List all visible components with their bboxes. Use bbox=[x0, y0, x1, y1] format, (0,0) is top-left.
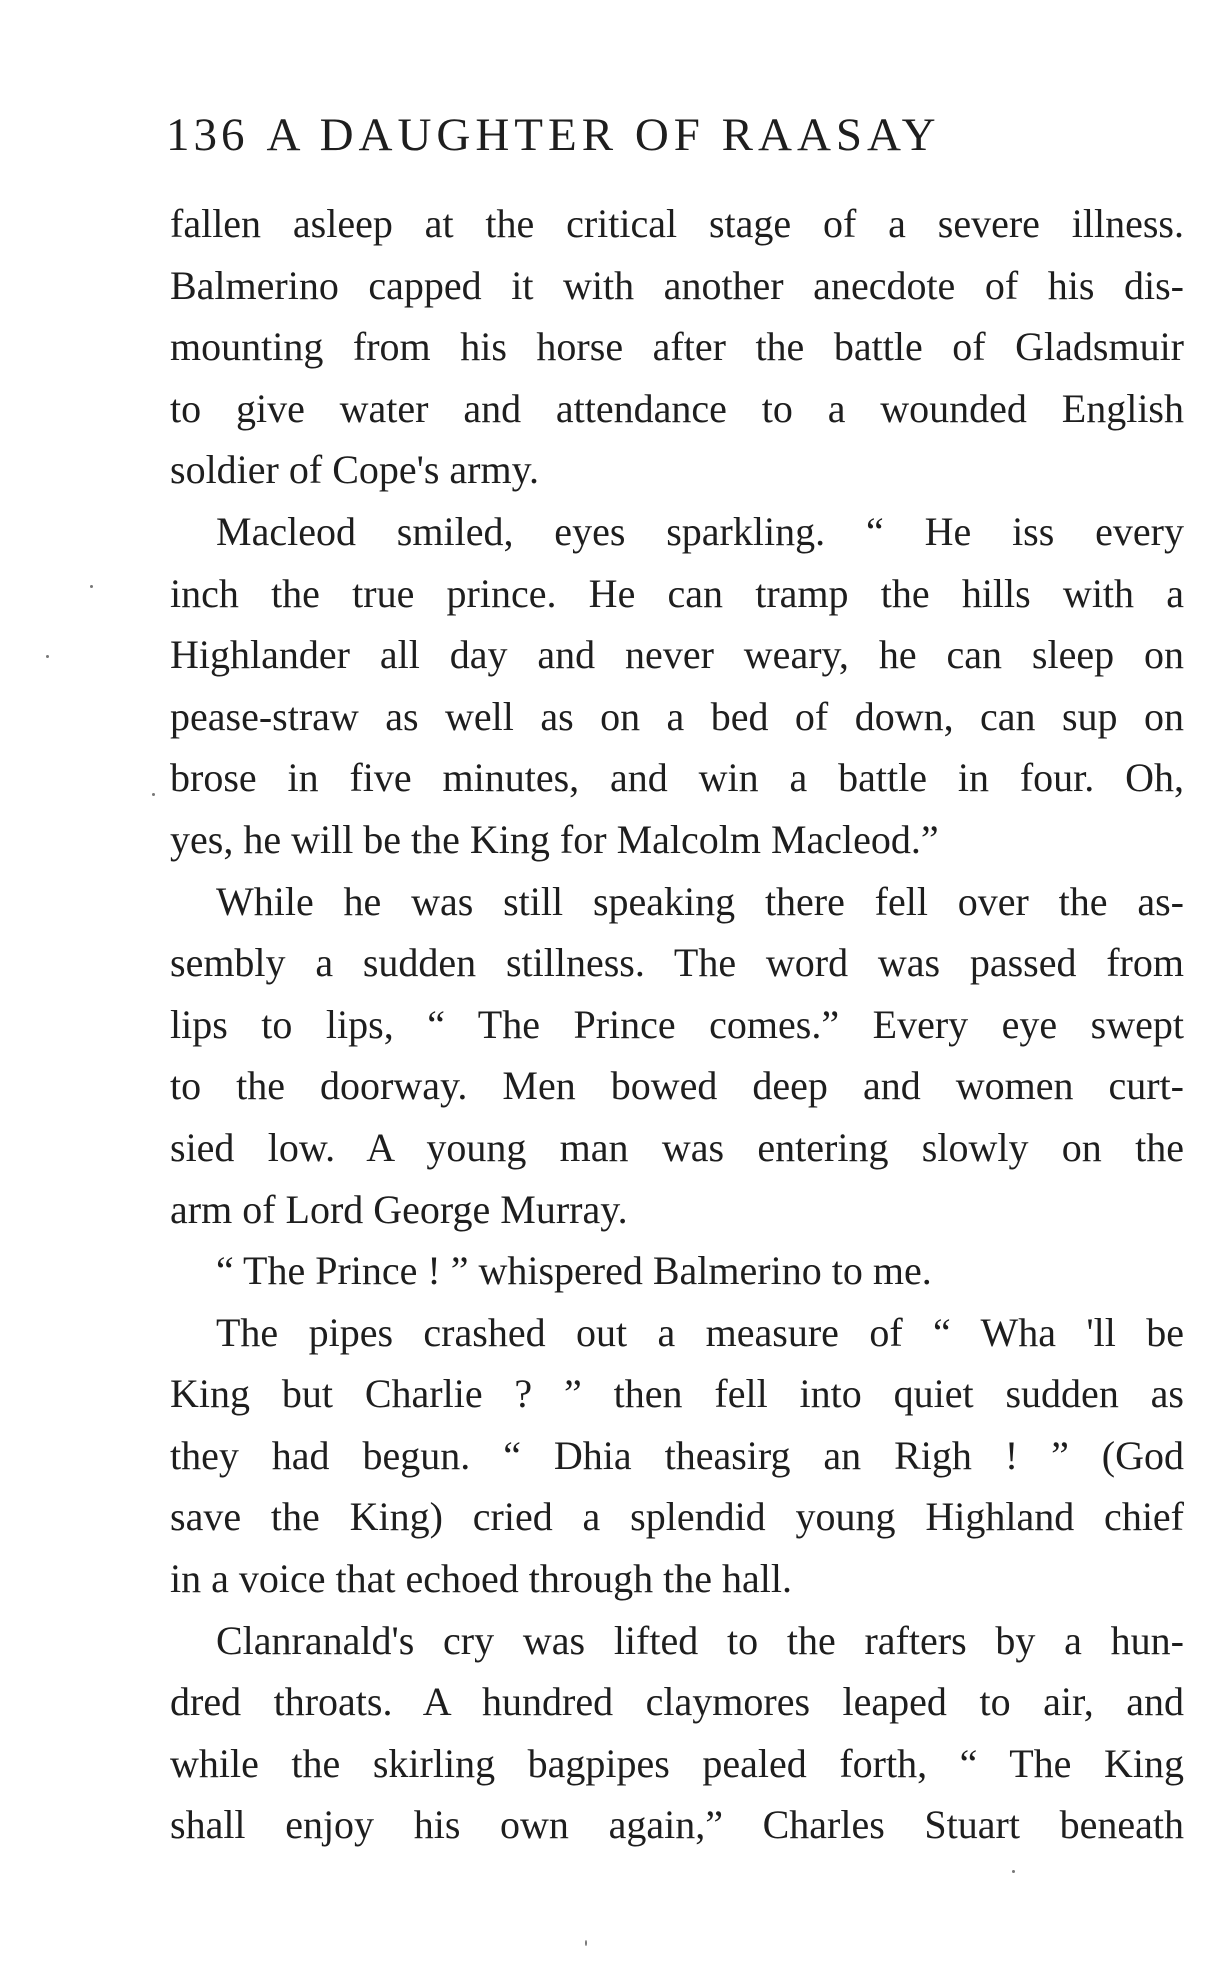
text-line: inch the true prince. He can tramp the hills with a bbox=[170, 570, 1184, 616]
scan-speck bbox=[152, 793, 155, 796]
text-line: King but Charlie ? ” then fell into quiet sudden as bbox=[170, 1371, 1184, 1417]
text-line: arm of Lord George Murray. bbox=[170, 1186, 628, 1232]
running-title: A DAUGHTER OF RAASAY bbox=[266, 109, 941, 161]
text-line: dred throats. A hundred claymores leaped to air, and bbox=[170, 1679, 1184, 1725]
text-line: save the King) cried a splendid young Highland chief bbox=[170, 1494, 1184, 1540]
text-line: to the doorway. Men bowed deep and women curt- bbox=[170, 1063, 1184, 1109]
scan-speck bbox=[90, 585, 93, 588]
text-line: “ The Prince ! ” whispered Balmerino to me. bbox=[216, 1248, 932, 1294]
text-line: fallen asleep at the critical stage of a severe illness. bbox=[170, 201, 1184, 246]
text-line: in a voice that echoed through the hall. bbox=[170, 1556, 793, 1602]
text-line: to give water and attendance to a wounded English bbox=[170, 385, 1184, 431]
text-line: they had begun. “ Dhia theasirg an Righ ! ” (God bbox=[170, 1432, 1184, 1478]
text-line: soldier of Cope's army. bbox=[170, 447, 539, 493]
text-line: pease-straw as well as on a bed of down, can sup on bbox=[170, 693, 1184, 739]
text-line: while the skirling bagpipes pealed forth, “ The King bbox=[170, 1740, 1184, 1786]
text-line: Clanranald's cry was lifted to the rafters by a hun- bbox=[216, 1617, 1184, 1663]
text-line: yes, he will be the King for Malcolm Macleod.” bbox=[170, 816, 939, 862]
text-line: brose in five minutes, and win a battle in four. Oh, bbox=[170, 755, 1184, 801]
page-header bbox=[166, 100, 1186, 170]
text-line: lips to lips, “ The Prince comes.” Every eye swept bbox=[170, 1001, 1184, 1047]
text-line: Balmerino capped it with another anecdote of his dis- bbox=[170, 262, 1184, 308]
scan-speck bbox=[1012, 1870, 1015, 1873]
page-number: 136 bbox=[166, 109, 249, 161]
text-line: sied low. A young man was entering slowly on the bbox=[170, 1124, 1184, 1170]
text-line: mounting from his horse after the battle of Gladsmuir bbox=[170, 324, 1184, 370]
text-line: shall enjoy his own again,” Charles Stuart beneath bbox=[170, 1802, 1184, 1848]
body-text bbox=[170, 193, 1184, 1856]
text-line: The pipes crashed out a measure of “ Wha 'll be bbox=[216, 1309, 1184, 1355]
text-line: While he was still speaking there fell over the as- bbox=[216, 878, 1184, 924]
text-line: sembly a sudden stillness. The word was passed from bbox=[170, 940, 1184, 986]
text-line: Macleod smiled, eyes sparkling. “ He iss every bbox=[216, 508, 1184, 554]
scan-speck bbox=[585, 1940, 587, 1946]
text-line: Highlander all day and never weary, he can sleep on bbox=[170, 632, 1184, 678]
scan-speck bbox=[46, 655, 49, 658]
